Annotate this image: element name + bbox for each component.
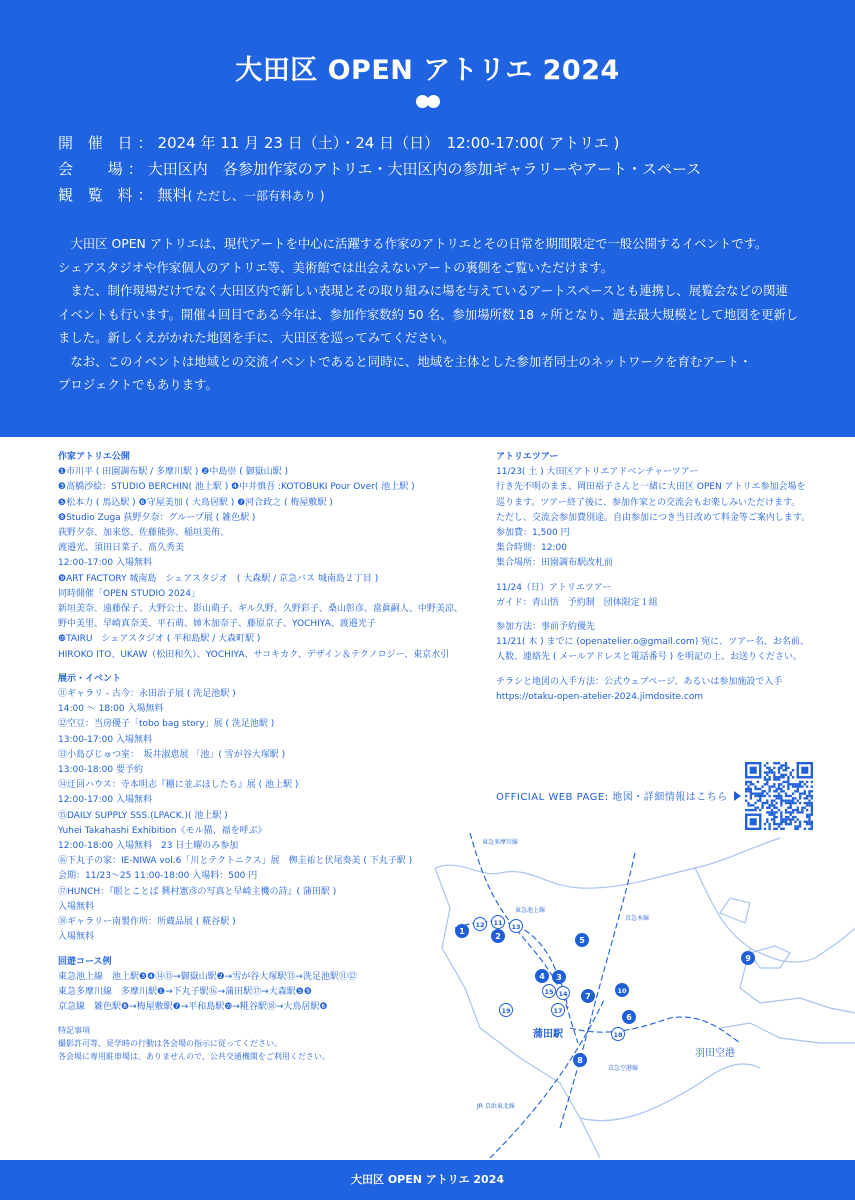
map-marker-label: 2 bbox=[495, 932, 501, 941]
list-item: ガイド：青山悟 予約制 団体限定１組 bbox=[496, 597, 658, 608]
list-item: 東急多摩川線 多摩川駅❶→下丸子駅⑯→蒲田駅⑰→大森駅❺❾ bbox=[58, 986, 312, 997]
intro-line: イベントも行います。開催４回目である今年は、参加作家数約 50 名、参加場所数 18 ヶ所となり、過去最大規模として地図を更新し bbox=[58, 306, 799, 322]
map-marker-label: 13 bbox=[511, 923, 521, 931]
map-coastline bbox=[435, 838, 855, 1158]
date-label: 開 催 日： bbox=[58, 134, 158, 152]
website-link[interactable]: https://otaku-open-atelier-2024.jimdosite.com bbox=[496, 691, 704, 702]
station-label-kamata: 蒲田駅 bbox=[533, 1029, 563, 1040]
page-title: 大田区 OPEN アトリエ 2024 bbox=[235, 55, 620, 86]
line-label-jr: JR 京浜東北線 bbox=[477, 1103, 515, 1110]
list-item: チラシと地図の入手方法：公式ウェブページ、あるいは参加施設で入手 bbox=[496, 676, 783, 687]
intro-line: また、制作現場だけでなく大田区内で新しい表現とその取り組みに場を与えているアートスペースとも連携し、展覧会などの関連 bbox=[58, 283, 788, 298]
list-item: 同時開催「OPEN STUDIO 2024」 bbox=[58, 588, 201, 599]
map-marker-label: 6 bbox=[626, 1013, 632, 1022]
list-item: 新垣美奈、遠藤保子、大野公士、影山萌子、ギル久野、久野彩子、桑山彰彦、當眞嗣人、中野美涼、 bbox=[58, 604, 463, 615]
list-item: 荻野夕奈、加来悠、佐藤熊弥、稲垣美侑、 bbox=[58, 528, 230, 539]
map-marker-label: 17 bbox=[553, 1007, 563, 1015]
map-marker-label: 5 bbox=[579, 936, 585, 945]
line-label-keikyu-airport: 京急空港線 bbox=[608, 1065, 639, 1072]
map-marker-label: 8 bbox=[577, 1056, 583, 1065]
map-marker-label: 1 bbox=[459, 927, 465, 936]
map-marker-label: 12 bbox=[475, 921, 485, 929]
date-value: 2024 年 11 月 23 日（土）・24 日（日） 12:00-17:00( アトリエ ) bbox=[157, 134, 620, 152]
fee-value: 無料 bbox=[157, 186, 188, 204]
intro-line: ました。新しくえがかれた地図を手に、大田区を巡ってみてください。 bbox=[58, 330, 455, 345]
list-item: ❽Studio Zuga 荻野夕奈：グループ展 ( 雑色駅 ) bbox=[58, 512, 256, 523]
list-item: 11/21( 木 ) までに (openatelier.o@gmail.com) 宛に、ツアー名、お名前、 bbox=[496, 637, 809, 648]
list-item: Yuhei Takahashi Exhibition《モル猫、福を呼ぶ》 bbox=[58, 825, 267, 836]
header-section bbox=[0, 0, 855, 437]
map-marker-label: 15 bbox=[544, 988, 554, 996]
triangle-right-icon bbox=[734, 791, 741, 801]
intro-line: プロジェクトでもあります。 bbox=[58, 377, 218, 392]
official-web-link[interactable] bbox=[496, 788, 741, 803]
intro-line: シェアスタジオや作家個人のアトリエ等、美術館では出会えないアートの裏側をご覧いただけます。 bbox=[58, 259, 614, 275]
map-marker-label: 19 bbox=[501, 1007, 511, 1015]
map-marker-label: 3 bbox=[556, 973, 562, 982]
note-line: 各会場に専用駐車場は、ありませんので、公共交通機関をご利用ください。 bbox=[58, 1052, 330, 1062]
fee-label: 観 覧 料： bbox=[58, 186, 158, 204]
list-item: 13:00-17:00 入場無料 bbox=[58, 734, 152, 745]
event-meta bbox=[58, 130, 701, 209]
map-marker-label: 7 bbox=[585, 992, 591, 1001]
map-marker-label: 10 bbox=[617, 987, 627, 995]
list-item: 12:00-18:00 入場無料 23 日土曜のみ参加 bbox=[58, 841, 239, 852]
list-item: 参加方法：事前予約優先 bbox=[496, 622, 596, 633]
fee-row bbox=[58, 182, 701, 209]
list-item: 集合時間：12:00 bbox=[496, 543, 567, 554]
list-item: ❺松本力 ( 馬込駅 ) ❻守屋美加 ( 大鳥居駅 ) ❼河合政之 ( 梅屋敷駅 ) bbox=[58, 497, 333, 508]
list-item: ただし、交流会参加費別途。自由参加につき当日改めて料金等ご案内します。 bbox=[496, 512, 811, 523]
section-heading-courses: 回遊コース例 bbox=[58, 956, 112, 967]
map-marker-label: 14 bbox=[558, 990, 568, 998]
list-item: ⑬小島びじゅつ室： 坂井淑恵展 「池」( 雪が谷大塚駅 ) bbox=[58, 749, 286, 760]
qr-code-icon[interactable] bbox=[745, 762, 813, 830]
list-item: 11/23( 土 ) 大田区アトリエアドベンチャーツアー bbox=[496, 467, 699, 478]
list-item: 入場無料 bbox=[58, 901, 95, 912]
list-item: 京急線 雑色駅❽→梅屋敷駅❼→平和島駅❿→糀谷駅⑱→大鳥居駅❻ bbox=[58, 1002, 328, 1013]
list-item: 11/24（日）アトリエツアー bbox=[496, 582, 612, 593]
list-item: 野中美里、早崎真奈美、平石萌、姉木加奈子、藤原京子、YOCHIYA、渡邉光子 bbox=[58, 619, 376, 630]
list-item: ⑰HUNCH：『眼とことば 興村憲彦の写真と早崎主機の詩』( 蒲田駅 ) bbox=[58, 886, 337, 897]
footer-title: 大田区 OPEN アトリエ 2024 bbox=[350, 1173, 505, 1186]
list-item: HIROKO ITO、UKAW（松田和久）、YOCHIYA、サコキカク、デザイン＆テクノロジー、東京水引 bbox=[58, 649, 450, 660]
list-item: ⑫空豆：当房優子「tobo bag story」展 ( 洗足池駅 ) bbox=[58, 719, 275, 730]
list-item: ⑯下丸子の家：IE-NIWA vol.6「川とテクトニクス」展 栁圭祐と伏尾奏美 ( 下丸子駅 ) bbox=[58, 856, 413, 867]
list-item: 12:00-17:00 入場無料 bbox=[58, 558, 152, 569]
list-item: 12:00-17:00 入場無料 bbox=[58, 795, 152, 806]
notes-heading: 特記事項 bbox=[58, 1026, 90, 1036]
line-label-tamagawa: 東急多摩川線 bbox=[482, 839, 519, 846]
map-marker-label: 9 bbox=[745, 954, 751, 963]
list-item: ❾ART FACTORY 城南島 シェアスタジオ ( 大森駅 / 京急バス 城南島２丁目 ) bbox=[58, 573, 379, 584]
intro-text bbox=[58, 232, 803, 397]
section-heading-tour: アトリエツアー bbox=[496, 452, 559, 462]
right-column bbox=[496, 450, 816, 705]
list-item: 渡邉光、須田日菜子、髙久秀美 bbox=[58, 543, 185, 554]
list-item: ❿TAIRU シェアスタジオ ( 平和島駅 / 大森町駅 ) bbox=[58, 634, 261, 645]
list-item: ❶市川平 ( 田園調布駅 / 多摩川駅 ) ❷中島崇 ( 御嶽山駅 ) bbox=[58, 467, 288, 478]
list-item: 参加費：1,500 円 bbox=[496, 528, 570, 539]
list-item: 東急池上線 池上駅❸❹⑭⑮→御嶽山駅❷→雪が谷大塚駅⑬→洗足池駅⑪⑫ bbox=[58, 971, 357, 982]
left-column bbox=[58, 450, 478, 1063]
list-item: 人数、連絡先 ( メールアドレスと電話番号 ) を明記の上、お送りください。 bbox=[496, 652, 803, 663]
intro-line: なお、このイベントは地域との交流イベントであると同時に、地域を主体とした参加者同士のネットワークを育むアート・ bbox=[58, 353, 752, 369]
line-label-ikegami: 東急池上線 bbox=[515, 907, 546, 914]
area-map bbox=[420, 828, 855, 1158]
footer-bar bbox=[0, 1160, 855, 1200]
fee-note: ( ただし、一部有料あり ) bbox=[187, 189, 325, 203]
list-item: 集合場所：田園調布駅改札前 bbox=[496, 558, 614, 569]
section-heading-exhibitions: 展示・イベント bbox=[58, 673, 122, 684]
list-item: 行き先不明のまま、岡田裕子さんと一緒に大田区 OPEN アトリエ参加会場を bbox=[496, 482, 806, 493]
map-marker-label: 4 bbox=[539, 972, 545, 981]
map-marker-label: 18 bbox=[613, 1031, 623, 1039]
date-row bbox=[58, 130, 701, 156]
logo-dot-right bbox=[427, 95, 440, 108]
section-heading-atelier: 作家アトリエ公開 bbox=[58, 452, 130, 462]
list-item: 会期：11/23～25 11:00-18:00 入場料：500 円 bbox=[58, 871, 258, 882]
list-item: ⑪ギャラリ - 古今：永田治子展 ( 洗足池駅 ) bbox=[58, 689, 236, 700]
venue-value: 大田区内 各参加作家のアトリエ・大田区内の参加ギャラリーやアート・スペース bbox=[147, 160, 702, 178]
list-item: 13:00-18:00 要予約 bbox=[58, 765, 143, 776]
list-item: 14:00 ～ 18:00 入場無料 bbox=[58, 704, 164, 715]
list-item: ⑭迂回ハウス：寺本明志『棚に並ぶほしたち』展 ( 池上駅 ) bbox=[58, 780, 299, 791]
intro-line: 大田区 OPEN アトリエは、現代アートを中心に活躍する作家のアトリエとその日常を期間限定で一般公開するイベントです。 bbox=[58, 236, 768, 251]
list-item: 入場無料 bbox=[58, 932, 95, 943]
airport-label: 羽田空港 bbox=[695, 1048, 735, 1059]
venue-label: 会 場： bbox=[58, 160, 148, 178]
list-item: ⑱ギャラリー南製作所：所蔵品展 ( 糀谷駅 ) bbox=[58, 917, 236, 928]
map-marker-label: 11 bbox=[493, 919, 503, 927]
list-item: 巡ります。ツアー終了後に、参加作家との交流会もお楽しみいただけます。 bbox=[496, 497, 801, 508]
list-item: ⑮DAILY SUPPLY SSS.(LPACK.)( 池上駅 ) bbox=[58, 810, 228, 821]
list-item: ❸高橋沙絵：STUDIO BERCHIN( 池上駅 ) ❹中井慎吾 :KOTOBUKI Pour Over( 池上駅 ) bbox=[58, 482, 415, 493]
line-label-keikyu: 京急本線 bbox=[625, 915, 650, 922]
venue-row bbox=[58, 156, 701, 182]
official-web-label: OFFICIAL WEB PAGE: 地図・詳細情報はこちら bbox=[496, 792, 728, 803]
note-line: 撮影許可等、見学時の行動は各会場の指示に従ってください。 bbox=[58, 1039, 282, 1049]
